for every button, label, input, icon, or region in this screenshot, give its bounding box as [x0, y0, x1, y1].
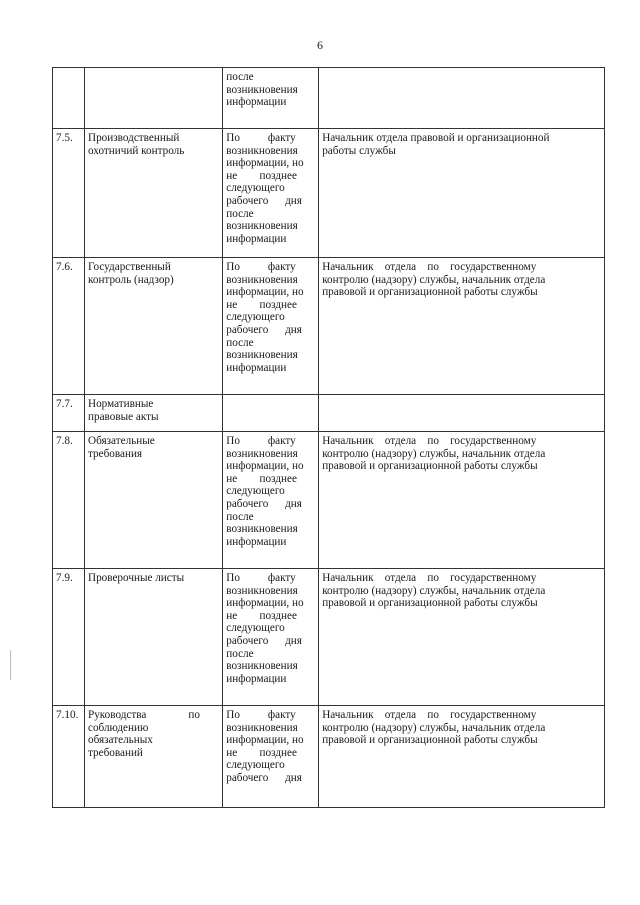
- period-line: По факту: [226, 709, 296, 721]
- period-line: возникновения: [226, 660, 298, 673]
- margin-scan-mark: [10, 650, 11, 680]
- row-number: 7.10.: [53, 706, 85, 808]
- item-name-line: Проверочные листы: [87, 572, 185, 584]
- period-line: информации: [226, 96, 287, 109]
- period-line: информации, но: [226, 460, 304, 473]
- period-line: после: [226, 207, 254, 220]
- period-line: не позднее: [226, 609, 297, 622]
- item-name: [84, 129, 222, 258]
- row-number: 7.5.: [53, 129, 85, 258]
- item-name-line: правовые акты: [87, 410, 159, 423]
- item-name: [84, 258, 222, 395]
- period-line: следующего: [226, 759, 285, 772]
- responsible-line: работы службы: [322, 144, 396, 157]
- item-name-line: требований: [87, 746, 143, 759]
- period-line: рабочего дня: [226, 497, 302, 510]
- period-line: информации: [226, 672, 287, 685]
- period-line: По факту: [226, 435, 296, 447]
- table-row: [53, 129, 605, 258]
- table-row: [53, 432, 605, 569]
- period-line: после: [226, 71, 254, 83]
- table-row: [53, 706, 605, 808]
- period: [223, 395, 319, 432]
- item-name-line: Государственный: [87, 261, 171, 273]
- table-row: [53, 258, 605, 395]
- item-name-line: Руководства по: [87, 709, 200, 721]
- period-line: рабочего дня: [226, 771, 302, 784]
- period-line: По факту: [226, 132, 296, 144]
- row-number: 7.9.: [53, 569, 85, 706]
- period-line: информации, но: [226, 734, 304, 747]
- item-name: [84, 395, 222, 432]
- period-line: информации, но: [226, 157, 304, 170]
- item-name: [84, 68, 222, 129]
- period-line: следующего: [226, 311, 285, 324]
- period-line: возникновения: [226, 349, 298, 362]
- period-line: информации: [226, 535, 287, 548]
- responsible: [319, 569, 605, 706]
- item-name-line: соблюдению: [87, 721, 149, 734]
- responsible-line: правовой и организационной работы службы: [322, 460, 538, 473]
- item-name-line: Нормативные: [87, 398, 154, 410]
- row-number: 7.7.: [53, 395, 85, 432]
- responsible-line: правовой и организационной работы службы: [322, 734, 538, 747]
- table-row: [53, 68, 605, 129]
- period-line: информации: [226, 361, 287, 374]
- responsible: [319, 258, 605, 395]
- period-line: возникновения: [226, 273, 298, 286]
- period-line: По факту: [226, 261, 296, 273]
- period-line: следующего: [226, 622, 285, 635]
- period: [223, 68, 319, 129]
- responsible: [319, 68, 605, 129]
- responsible: [319, 129, 605, 258]
- item-name-line: Обязательные: [87, 435, 155, 447]
- period-line: возникновения: [226, 584, 298, 597]
- period: [223, 569, 319, 706]
- period-line: после: [226, 336, 254, 349]
- responsible-line: контролю (надзору) службы, начальник отдела: [322, 447, 546, 460]
- period-line: после: [226, 647, 254, 660]
- item-name-line: требования: [87, 447, 143, 460]
- table-row: [53, 569, 605, 706]
- responsible-line: контролю (надзору) службы, начальник отдела: [322, 273, 546, 286]
- item-name: [84, 569, 222, 706]
- item-name: [84, 706, 222, 808]
- period-line: после: [226, 510, 254, 523]
- responsible-line: Начальник отдела правовой и организационной: [322, 132, 550, 144]
- period-line: информации, но: [226, 597, 304, 610]
- period-line: возникновения: [226, 721, 298, 734]
- period-line: По факту: [226, 572, 296, 584]
- table-body: [53, 68, 605, 808]
- period-line: возникновения: [226, 220, 298, 233]
- item-name-line: охотничий контроль: [87, 144, 185, 157]
- period-line: рабочего дня: [226, 194, 302, 207]
- period-line: не позднее: [226, 746, 297, 759]
- responsible: [319, 706, 605, 808]
- period-line: возникновения: [226, 144, 298, 157]
- schedule-table: [52, 67, 605, 808]
- responsible-line: Начальник отдела по государственному: [322, 435, 537, 447]
- item-name-line: контроль (надзор): [87, 273, 174, 286]
- period-line: возникновения: [226, 447, 298, 460]
- period-line: не позднее: [226, 169, 297, 182]
- responsible-line: контролю (надзору) службы, начальник отдела: [322, 584, 546, 597]
- period-line: информации, но: [226, 286, 304, 299]
- period-line: следующего: [226, 485, 285, 498]
- period-line: возникновения: [226, 83, 298, 96]
- table-row: [53, 395, 605, 432]
- period-line: информации: [226, 232, 287, 245]
- period: [223, 706, 319, 808]
- period-line: рабочего дня: [226, 634, 302, 647]
- period-line: рабочего дня: [226, 323, 302, 336]
- item-name-line: обязательных: [87, 734, 153, 747]
- responsible-line: правовой и организационной работы службы: [322, 286, 538, 299]
- period: [223, 129, 319, 258]
- row-number: 7.6.: [53, 258, 85, 395]
- responsible: [319, 395, 605, 432]
- period-line: следующего: [226, 182, 285, 195]
- period-line: не позднее: [226, 472, 297, 485]
- responsible: [319, 432, 605, 569]
- item-name: [84, 432, 222, 569]
- item-name-line: Производственный: [87, 132, 180, 144]
- period: [223, 432, 319, 569]
- page-number: 6: [317, 38, 323, 52]
- responsible-line: Начальник отдела по государственному: [322, 261, 537, 273]
- period-line: возникновения: [226, 523, 298, 536]
- row-number: [53, 68, 85, 129]
- responsible-line: контролю (надзору) службы, начальник отдела: [322, 721, 546, 734]
- period-line: не позднее: [226, 298, 297, 311]
- row-number: 7.8.: [53, 432, 85, 569]
- responsible-line: Начальник отдела по государственному: [322, 572, 537, 584]
- responsible-line: Начальник отдела по государственному: [322, 709, 537, 721]
- period: [223, 258, 319, 395]
- responsible-line: правовой и организационной работы службы: [322, 597, 538, 610]
